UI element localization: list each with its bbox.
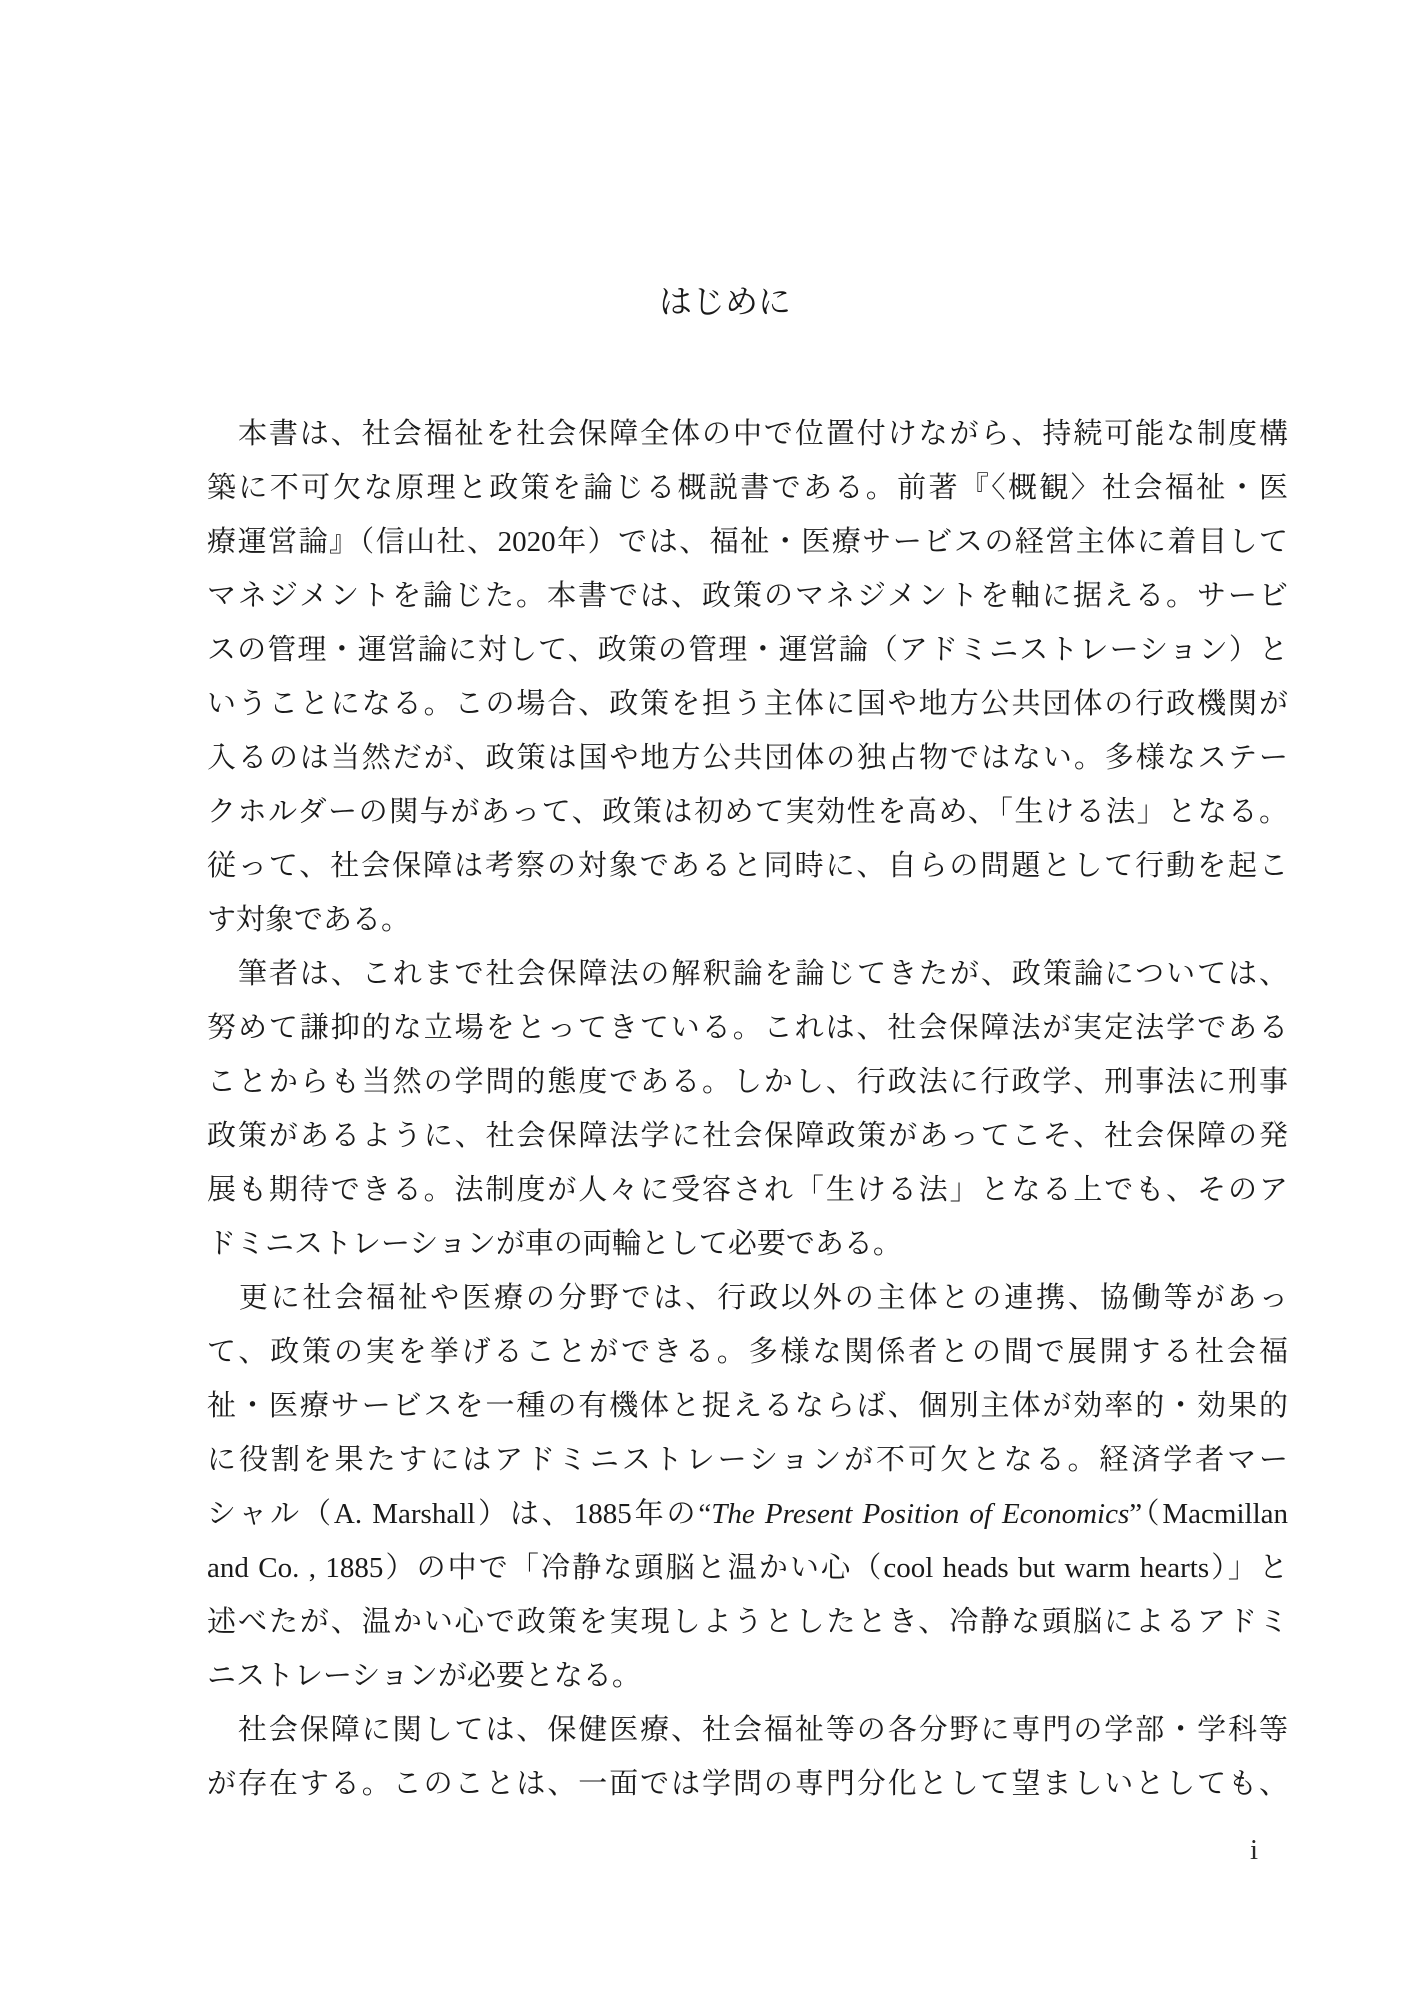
text-line: ドミニストレーションが車の両輪として必要である。 xyxy=(207,1228,902,1260)
text-line: 本書は、社会福祉を社会保障全体の中で位置付けながら、持続可能な制度構 xyxy=(207,418,1288,450)
body-text xyxy=(207,407,1288,1811)
text-line: に役割を果たすにはアドミニストレーションが不可欠となる。経済学者マー xyxy=(207,1444,1288,1476)
text-line: 政策があるように、社会保障法学に社会保障政策があってこそ、社会保障の発 xyxy=(207,1120,1288,1152)
text-line: 展も期待できる。法制度が人々に受容され「生ける法」となる上でも、そのア xyxy=(207,1174,1288,1206)
text-line: 筆者は、これまで社会保障法の解釈論を論じてきたが、政策論については、 xyxy=(207,958,1288,990)
text-line: 祉・医療サービスを一種の有機体と捉えるならば、個別主体が効率的・効果的 xyxy=(207,1390,1288,1422)
text-line: and Co. , 1885）の中で「冷静な頭脳と温かい心（cool heads but warm hearts）」と xyxy=(207,1552,1288,1584)
text-line: いうことになる。この場合、政策を担う主体に国や地方公共団体の行政機関が xyxy=(207,688,1288,720)
text-line: スの管理・運営論に対して、政策の管理・運営論（アドミニストレーション）と xyxy=(207,634,1288,666)
page-number: i xyxy=(1250,1834,1259,1866)
text-line: ニストレーションが必要となる。 xyxy=(207,1660,641,1692)
work-title-italic: The Present Position of Economics xyxy=(711,1498,1130,1530)
text-line: マネジメントを論じた。本書では、政策のマネジメントを軸に据える。サービ xyxy=(207,580,1288,612)
paragraph xyxy=(207,407,1288,947)
text-line: 社会保障に関しては、保健医療、社会福祉等の各分野に専門の学部・学科等 xyxy=(207,1714,1288,1746)
text-line: 述べたが、温かい心で政策を実現しようとしたとき、冷静な頭脳によるアドミ xyxy=(207,1606,1288,1638)
text-line: クホルダーの関与があって、政策は初めて実効性を高め、「生ける法」となる。 xyxy=(207,796,1288,828)
text-line: 更に社会福祉や医療の分野では、行政以外の主体との連携、協働等があっ xyxy=(207,1282,1288,1314)
text-line: 従って、社会保障は考察の対象であると同時に、自らの問題として行動を起こ xyxy=(207,850,1288,882)
paragraph xyxy=(207,1703,1288,1811)
text-line: が存在する。このことは、一面では学問の専門分化として望ましいとしても、 xyxy=(207,1768,1288,1800)
text-line: 努めて謙抑的な立場をとってきている。これは、社会保障法が実定法学である xyxy=(207,1012,1288,1044)
text-line: 療運営論』（信山社、2020年）では、福祉・医療サービスの経営主体に着目して xyxy=(207,526,1288,558)
text-line: す対象である。 xyxy=(207,904,411,936)
paragraph xyxy=(207,1271,1288,1703)
text-line xyxy=(207,1487,1288,1541)
text-segment: ”（Macmillan xyxy=(1129,1498,1288,1530)
paragraph xyxy=(207,947,1288,1271)
page-title: はじめに xyxy=(659,285,791,321)
text-line: て、政策の実を挙げることができる。多様な関係者との間で展開する社会福 xyxy=(207,1336,1288,1368)
text-segment: シャル（A. Marshall）は、1885年の“ xyxy=(207,1498,712,1530)
text-line: ことからも当然の学問的態度である。しかし、行政法に行政学、刑事法に刑事 xyxy=(207,1066,1288,1098)
text-line: 入るのは当然だが、政策は国や地方公共団体の独占物ではない。多様なステー xyxy=(207,742,1288,774)
text-line: 築に不可欠な原理と政策を論じる概説書である。前著『〈概観〉社会福祉・医 xyxy=(207,472,1288,504)
